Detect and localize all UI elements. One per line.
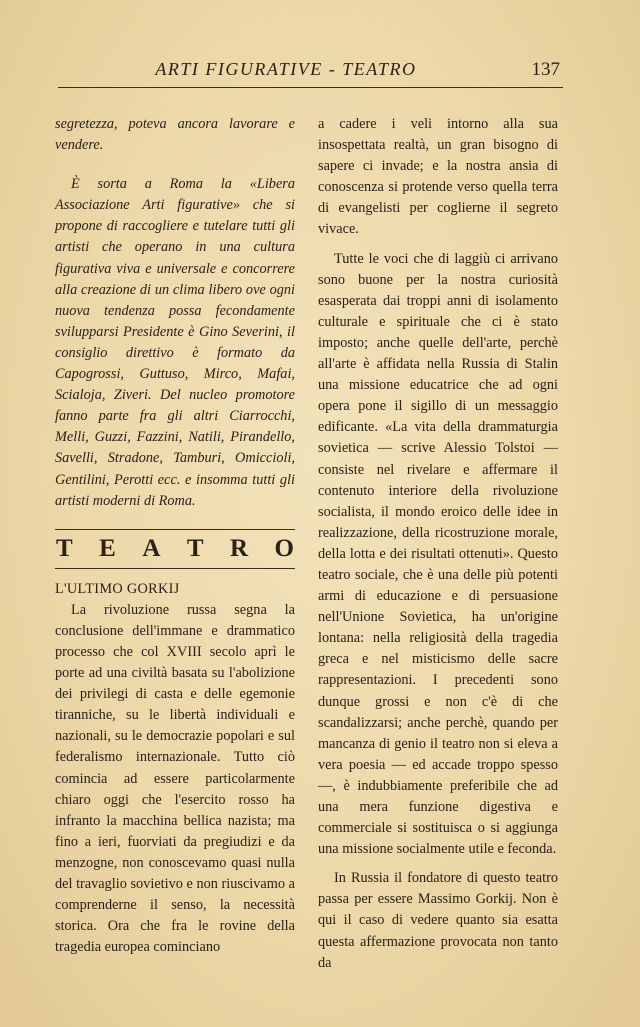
section-title-letter: T — [56, 534, 73, 562]
section-heading-teatro — [55, 529, 295, 569]
article-paragraph: La rivoluzione russa segna la conclusione dell'immane e drammatico processo che col XVIII secolo aprì le porte ad una civiltà basata su l'abolizione dei privilegi di casta e delle egemonie tiranniche, su le libertà individuali e nazionali, su le democrazie popolari e sul federalismo internazionale. Tutto ciò comincia ad essere particolarmente chiaro oggi che l'esercito rosso ha infranto la macchina bellica nazista; ma fino a ieri, fuorviati da pregiudizi e da menzogne, non conoscevamo quasi nulla del travaglio sovietivo e non riuscivamo a comprenderne il senso, la necessità storica. Ora che fra le rovine della tragedia europea cominciano — [55, 601, 295, 956]
left-column — [55, 114, 295, 958]
right-column — [318, 114, 558, 974]
section-title-letter: A — [142, 534, 161, 562]
section-rule-bottom — [55, 568, 295, 569]
intro-paragraph: segretezza, poteva ancora lavorare e vendere. — [55, 116, 295, 154]
libera-associazione-paragraph: È sorta a Roma la «Libera Associazione Arti figurative» che si propone di raccogliere e tutelare tutti gli artisti che operano in una cultura figurativa viva e universale e concorrere alla creazione di un clima libero ove ogni nuova tendenza possa fecondamente svilupparsi Presidente è Gino Severini, il consiglio direttivo è formato da Capogrossi, Guttuso, Mirco, Mafai, Scialoja, Ziveri. Del nucleo promotore fanno parte fra gli altri Ciarrocchi, Melli, Guzzi, Fazzini, Natili, Pirandello, Savelli, Stradone, Tamburi, Omiccioli, Gentilini, Perotti ecc. e insomma tutti gli artisti moderni di Roma. — [55, 176, 295, 509]
page-number: 137 — [531, 59, 560, 80]
paragraph-gorkij: In Russia il fondatore di questo teatro passa per essere Massimo Gorkij. Non è qui il caso di vedere quanto sia esatta questa affermazione provocata non tanto da — [318, 870, 558, 971]
section-title-letter: R — [230, 534, 249, 562]
running-title: ARTI FIGURATIVE - TEATRO — [155, 59, 417, 79]
section-title-letter: O — [274, 534, 294, 562]
paragraph-voices: Tutte le voci che di laggiù ci arrivano sono buone per la nostra curiosità esasperata dai troppi anni di isolamento culturale e spirituale che ci è stato imposto; anche quelle dell'arte, perchè all'arte è affidata nella Russia di Stalin una missione educatrice che ad ogni opera pone il sigillo di un messaggio edificante. «La vita della drammaturgia sovietica — scrive Alessio Tolstoi — consiste nel rivelare e affermare il contenuto interiore della rivoluzione socialista, il mondo eroico delle idee in realizzazione, della ricostruzione morale, della lotta e dei risultati ottenuti». Questo teatro sociale, che è una delle più potenti armi di educazione e di persuasione nell'Unione Sovietica, ha un'origine lontana: nella religiosità della tragedia greca e nel misticismo delle sacre rappresentazioni. I precedenti sono dunque grossi e non c'è di che scandalizzarsi; anche perchè, quando per mancanza di genio il teatro non si eleva a vera poesia — ed accade troppo spesso —, è indubbiamente preferibile che ad una mera funzione digestiva e commerciale si sostituisca o si aggiunga una missione socialmente utile e feconda. — [318, 250, 558, 858]
header-rule — [58, 87, 563, 88]
section-rule-top — [55, 529, 295, 530]
article-title: L'ULTIMO GORKIJ — [55, 580, 180, 597]
page-header — [58, 58, 564, 86]
section-title — [55, 534, 295, 564]
paragraph-continued: a cadere i veli intorno alla sua insospettata realtà, un gran bisogno di sapere ci invade; e la nostra ansia di conoscenza si protende verso quella terra di evangelisti per coglierne il segreto vivace. — [318, 116, 558, 238]
section-title-letter: E — [99, 534, 116, 562]
section-title-letter: T — [186, 534, 204, 562]
